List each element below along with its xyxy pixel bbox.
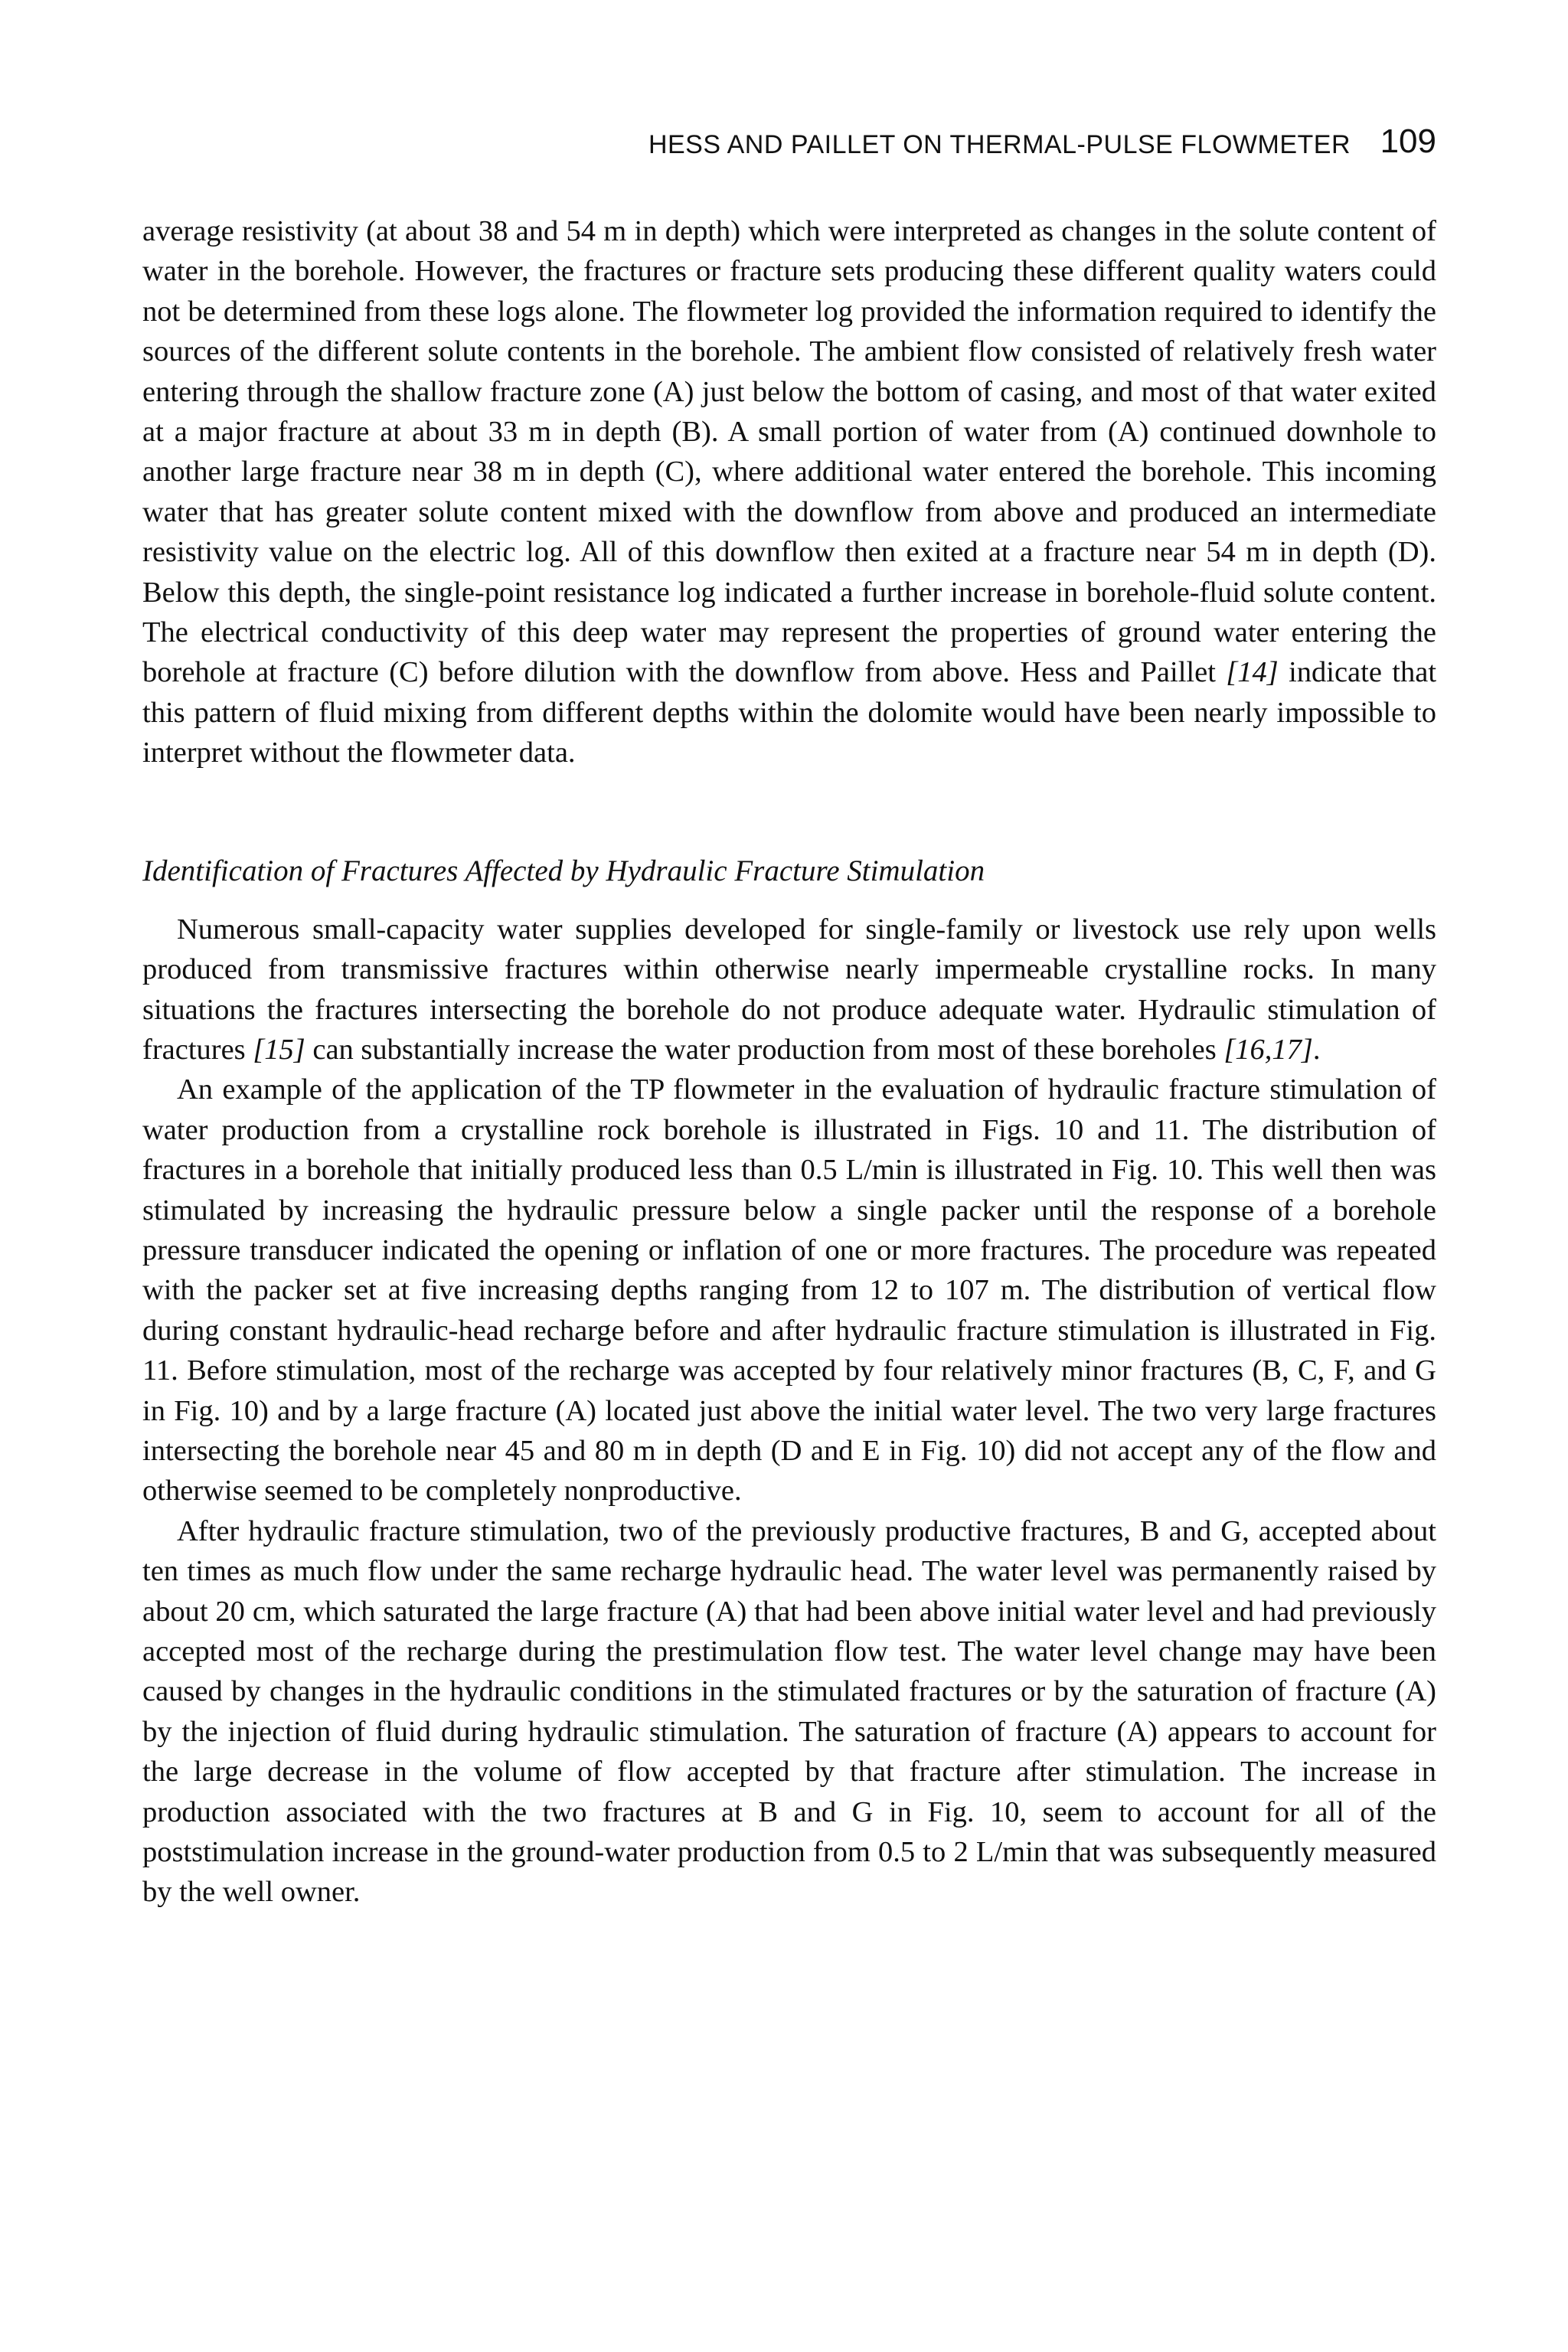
paragraph-text: indicate that this pattern of fluid mixing from different depths within the dolomite would have been nearly impossible to interpret without the flowmeter data. — [142, 656, 1437, 769]
citation-ref: [15] — [253, 1033, 305, 1066]
paragraph: An example of the application of the TP flowmeter in the evaluation of hydraulic fracture stimulation of water production from a crystalline rock borehole is illustrated in Figs. 10 and 11. The distribution of fractures in a borehole that initially produced less than 0.5 L/min is illustrated in Fig. 10. This well then was stimulated by increasing the hydraulic pressure below a single packer until the response of a borehole pressure transducer indicated the opening or inflation of one or more fractures. The procedure was repeated with the packer set at five increasing depths ranging from 12 to 107 m. The distribution of vertical flow during constant hydraulic-head recharge before and after hydraulic fracture stimulation is illustrated in Fig. 11. Before stimulation, most of the recharge was accepted by four relatively minor fractures (B, C, F, and G in Fig. 10) and by a large fracture (A) located just above the initial water level. The two very large fractures intersecting the borehole near 45 and 80 m in depth (D and E in Fig. 10) did not accept any of the flow and otherwise seemed to be completely nonproductive. — [142, 1073, 1436, 1508]
citation-ref: [16,17] — [1223, 1033, 1313, 1066]
paragraph-continuation — [142, 211, 1436, 773]
body-text — [142, 211, 1436, 1913]
citation-ref: [14] — [1226, 656, 1279, 689]
page-number: 109 — [1380, 122, 1436, 160]
paragraph-text: . — [1312, 1033, 1321, 1066]
paragraph-text: Numerous small-capacity water supplies developed for single-family or livestock use rely upon wells produced from transmissive fractures within otherwise nearly impermeable crystalline rocks. In many situations the fractures intersecting the borehole do not produce adequate water. Hydraulic stimulation of fractures — [142, 913, 1436, 1066]
paragraph — [142, 910, 1436, 1070]
section-heading: Identification of Fractures Affected by Hydraulic Fracture Stimulation — [142, 854, 985, 887]
paragraph-text: average resistivity (at about 38 and 54 m in depth) which were interpreted as changes in the solute content of water in the borehole. However, the fractures or fracture sets producing these different quality waters could not be determined from these logs alone. The flowmeter log provided the information required to identify the sources of the different solute contents in the borehole. The ambient flow consisted of relatively fresh water entering through the shallow fracture zone (A) just below the bottom of casing, and most of that water exited at a major fracture at about 33 m in depth (B). A small portion of water from (A) continued downhole to another large fracture near 38 m in depth (C), where additional water entered the borehole. This incoming water that has greater solute content mixed with the downflow from above and produced an intermediate resistivity value on the electric log. All of this downflow then exited at a fracture near 54 m in depth (D). Below this depth, the single-point resistance log indicated a further increase in borehole-fluid solute content. The electrical conductivity of this deep water may represent the properties of ground water entering the borehole at fracture (C) before dilution with the downflow from above. Hess and Paillet — [142, 215, 1436, 689]
running-title: HESS AND PAILLET ON THERMAL-PULSE FLOWMETER — [648, 130, 1351, 159]
paragraph: After hydraulic fracture stimulation, two of the previously productive fractures, B and G, accepted about ten times as much flow under the same recharge hydraulic head. The water level was permanently raised by about 20 cm, which saturated the large fracture (A) that had been above initial water level and had previously accepted most of the recharge during the prestimulation flow test. The water level change may have been caused by changes in the hydraulic conditions in the stimulated fractures or by the saturation of fracture (A) by the injection of fluid during hydraulic stimulation. The saturation of fracture (A) appears to account for the large decrease in the volume of flow accepted by that fracture after stimulation. The increase in production associated with the two fractures at B and G in Fig. 10, seem to account for all of the poststimulation increase in the ground-water production from 0.5 to 2 L/min that was subsequently measured by the well owner. — [142, 1514, 1436, 1909]
paragraph-text: can substantially increase the water production from most of these boreholes — [305, 1033, 1224, 1066]
running-header — [142, 121, 1436, 167]
